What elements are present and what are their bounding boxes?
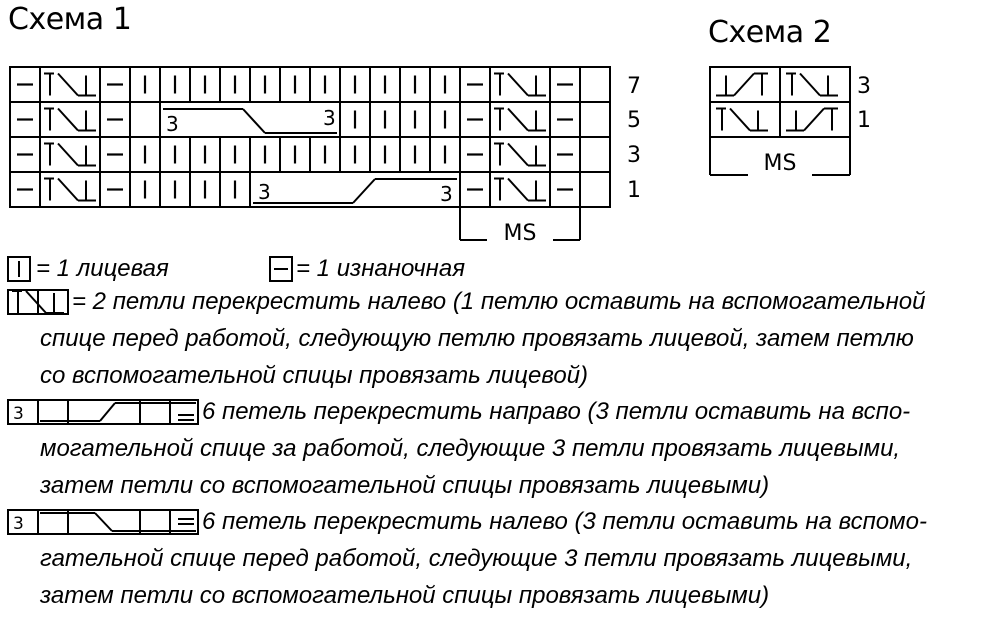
schema2-title: Схема 2: [708, 15, 832, 50]
schema1-repeat-label: MS: [503, 221, 537, 246]
legend-cross6-right-text: затем петли со вспомогательной спицы провязать лицевыми): [40, 472, 770, 499]
legend-cross2-symbol: [8, 290, 68, 314]
schema2-row-3: [716, 74, 838, 96]
legend-cross2-text: со вспомогательной спицы провязать лицевой): [40, 362, 589, 389]
schema2-row-1: [716, 109, 838, 131]
cross-6-left-symbol: [163, 109, 337, 133]
row-number: 3: [857, 74, 871, 99]
legend-knit-symbol: [8, 257, 30, 281]
legend-purl-text: = 1 изнаночная: [296, 255, 466, 282]
cross-label: 3: [258, 180, 271, 204]
cross-label: 3: [323, 106, 336, 130]
legend-knit-text: = 1 лицевая: [36, 255, 169, 282]
cross-label: 3: [440, 182, 453, 206]
legend-cross2-text: спице перед работой, следующую петлю провязать лицевой, затем петлю: [40, 325, 914, 352]
legend-cross2-text: = 2 петли перекрестить налево (1 петлю оставить на вспомогательной: [72, 288, 926, 315]
legend-cross6-left-text: гательной спице перед работой, следующие 3 петли провязать лицевыми,: [40, 545, 913, 572]
cross-label: 3: [166, 112, 179, 136]
legend-cross6-right-symbol: [8, 400, 198, 424]
legend-cross6-left-symbol: [8, 510, 198, 534]
legend-cross6-right-text: могательной спице за работой, следующие 3 петли провязать лицевыми,: [40, 435, 901, 462]
row-number: 1: [627, 178, 641, 203]
legend-cross6-right-text: 6 петель перекрестить направо (3 петли оставить на вспо-: [202, 398, 911, 425]
row-number: 5: [627, 108, 641, 133]
schema1-title: Схема 1: [8, 2, 132, 37]
schema2-repeat-label: MS: [763, 151, 797, 176]
legend-cross6-left-text: затем петли со вспомогательной спицы провязать лицевыми): [40, 582, 770, 609]
row-number: 3: [627, 143, 641, 168]
legend-cross6-right-marker: 3: [13, 404, 24, 424]
row-number: 7: [627, 74, 641, 99]
cross-6-right-symbol: [253, 179, 457, 203]
legend-purl-symbol: [270, 257, 292, 281]
legend-cross6-left-marker: 3: [13, 514, 24, 534]
row-number: 1: [857, 108, 871, 133]
legend-cross6-left-text: 6 петель перекрестить налево (3 петли оставить на вспомо-: [202, 508, 927, 535]
